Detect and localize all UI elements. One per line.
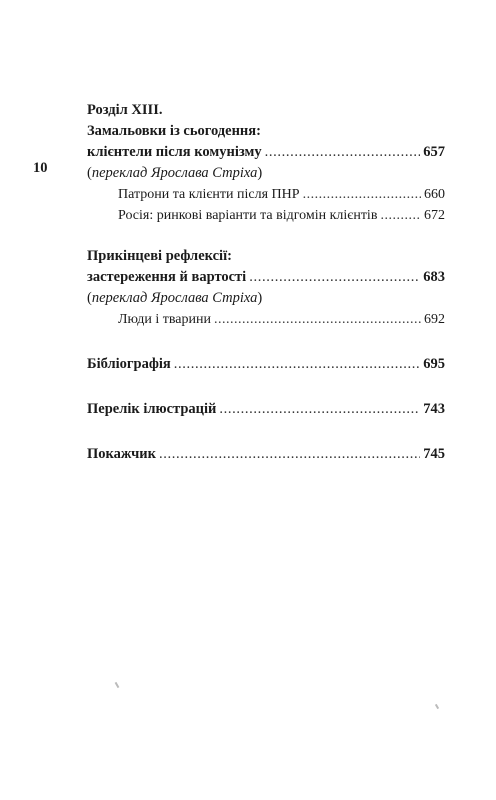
dot-leader	[214, 309, 421, 330]
page-ref: 745	[423, 446, 445, 462]
section-title-text-1: Замальовки із сьогодення:	[87, 123, 261, 139]
toc-subentry[interactable]	[87, 205, 445, 226]
page-ref: 660	[424, 187, 445, 202]
toc-entry[interactable]	[87, 142, 445, 163]
dot-leader	[219, 399, 420, 420]
section-title-line1	[87, 121, 445, 142]
toc-entry-illustrations[interactable]	[87, 399, 445, 420]
paper-speck	[115, 682, 120, 688]
page-ref: 695	[423, 356, 445, 372]
subentry-label: Люди і тварини	[118, 312, 211, 327]
toc-entry-bibliography[interactable]	[87, 354, 445, 375]
section-heading	[87, 100, 445, 121]
toc-entry-index[interactable]	[87, 444, 445, 465]
final-reflections-text-2: застереження й вартості	[87, 269, 247, 285]
page-ref: 657	[423, 144, 445, 160]
page-ref: 743	[423, 401, 445, 417]
subentry-label: Патрони та клієнти після ПНР	[118, 187, 300, 202]
page-ref: 692	[424, 312, 445, 327]
dot-leader	[380, 205, 421, 226]
final-reflections-text-1: Прикінцеві рефлексії:	[87, 248, 232, 264]
section-heading-text: Розділ XIII.	[87, 102, 163, 118]
dot-leader	[174, 354, 421, 375]
translator-note: ( переклад Ярослава Стріха )	[87, 288, 445, 309]
section-title-text-2: клієнтели після комунізму	[87, 144, 262, 160]
index-label: Покажчик	[87, 446, 156, 462]
bibliography-label: Бібліографія	[87, 356, 171, 372]
dot-leader	[303, 184, 421, 205]
illustrations-label: Перелік ілюстрацій	[87, 401, 217, 417]
dot-leader	[265, 142, 421, 163]
subentry-label: Росія: ринкові варіанти та відгомін клієнтів	[118, 208, 378, 223]
toc-subentry[interactable]	[87, 184, 445, 205]
final-reflections-title-line1	[87, 246, 445, 267]
translator-note: ( переклад Ярослава Стріха )	[87, 163, 445, 184]
page-number: 10	[33, 160, 48, 176]
page-ref: 683	[423, 269, 445, 285]
translator-name: переклад Ярослава Стріха	[91, 290, 258, 306]
paper-speck	[435, 704, 439, 709]
dot-leader	[159, 444, 420, 465]
translator-name: переклад Ярослава Стріха	[91, 165, 258, 181]
toc-entry[interactable]	[87, 267, 445, 288]
table-of-contents	[87, 100, 445, 465]
page-ref: 672	[424, 208, 445, 223]
toc-subentry[interactable]	[87, 309, 445, 330]
dot-leader	[249, 267, 420, 288]
